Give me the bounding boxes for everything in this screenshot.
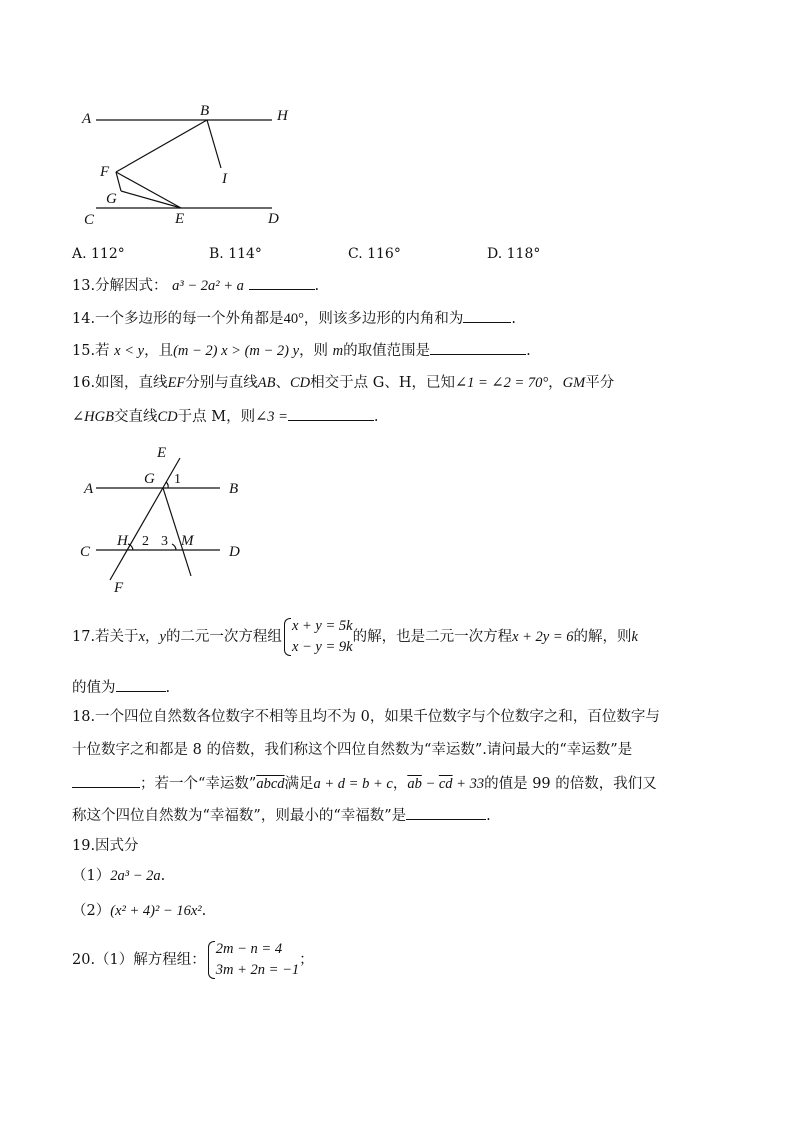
label-e: E — [175, 211, 185, 227]
q17-text-e: 的解，则 — [573, 629, 632, 645]
q16-text-2c: 于点 M，则 — [177, 409, 256, 425]
q13-suffix: . — [314, 278, 320, 294]
label-h: H — [117, 533, 128, 549]
q16-text-2b: 交直线 — [113, 409, 158, 425]
q17-equation-3: x + 2y = 6 — [512, 629, 574, 645]
label-f: F — [100, 164, 110, 180]
q18-text-line4: 称这个四位自然数为“幸福数”，则最小的“幸福数”是 — [72, 808, 407, 824]
label-i: I — [222, 171, 227, 187]
q17-text-a: 17.若关于 — [72, 629, 139, 645]
q13-expression: a³ − 2a² + a — [172, 278, 244, 294]
q18-text-3a: ；若一个“幸运数” — [140, 776, 257, 792]
label-f: F — [114, 580, 124, 596]
label-b: B — [200, 103, 210, 119]
q16-text-1a: 16.如图，直线 — [72, 375, 168, 391]
q17-text-line2: 的值为 — [72, 680, 116, 696]
q16-cd: CD — [290, 375, 311, 391]
q17-suffix: . — [165, 680, 171, 696]
q15-condition-1: x < y — [114, 343, 145, 359]
label-e: E — [157, 445, 167, 461]
figure-2-diagram — [0, 440, 794, 600]
q16-answer-blank[interactable] — [288, 405, 374, 421]
q20-equation-system — [206, 939, 299, 981]
label-b: B — [229, 481, 239, 497]
question-17-line-1 — [72, 616, 638, 658]
q18-minus: − — [421, 776, 439, 792]
q15-answer-blank[interactable] — [430, 339, 526, 355]
option-b: B. 114° — [209, 246, 262, 262]
question-18-line-1 — [72, 707, 660, 727]
q16-angle-3: ∠3 = — [255, 409, 288, 425]
q15-suffix: . — [526, 343, 531, 359]
label-angle-1: 1 — [174, 472, 181, 487]
question-15 — [72, 339, 531, 361]
q20-equation-2: 3m + 2n = −1 — [215, 962, 300, 978]
q18-abcd: abcd — [256, 776, 285, 792]
q16-ef: EF — [167, 375, 186, 391]
q13-answer-blank[interactable] — [249, 274, 315, 290]
question-13 — [72, 274, 319, 296]
label-d: D — [268, 211, 279, 227]
q14-suffix: . — [511, 311, 516, 327]
q17-text-d: 的解，也是二元一次方程 — [352, 629, 513, 645]
figure-1-diagram — [0, 95, 794, 335]
question-17-line-2 — [72, 676, 170, 698]
q17-answer-blank[interactable] — [116, 676, 166, 692]
q17-equation-2: x − y = 9k — [291, 639, 353, 655]
label-d: D — [229, 544, 240, 560]
q18-suffix: . — [486, 808, 491, 824]
segment-bi — [207, 120, 221, 168]
q20-suffix: ； — [299, 952, 314, 968]
segment-bf — [116, 120, 207, 172]
q15-variable: m — [332, 343, 344, 359]
q17-y: y — [159, 629, 166, 645]
q18-text-3d: 的值是 99 的倍数，我们又 — [484, 776, 657, 792]
label-h: H — [277, 108, 288, 124]
option-d: D. 118° — [487, 246, 541, 262]
q12-options — [72, 244, 540, 264]
q18-ab: $\overline{ab}$ — [407, 776, 422, 792]
q17-text-b: ， — [145, 629, 160, 645]
q16-suffix: . — [373, 409, 379, 425]
label-a: A — [82, 111, 92, 127]
q18-plus-33: + 33 — [452, 776, 485, 792]
label-g: G — [144, 471, 155, 487]
q18-text-3b: 满足 — [284, 776, 314, 792]
q18-text-line1: 18.一个四位自然数各位数字不相等且均不为 0，如果千位数字与个位数字之和，百位数字与 — [72, 709, 660, 725]
question-18-line-3 — [72, 772, 657, 794]
q19-part1-label: （1） — [72, 868, 111, 884]
q19-part2-label: （2） — [72, 903, 111, 919]
q17-k: k — [631, 629, 638, 645]
line-gm — [163, 488, 191, 576]
option-c: C. 116° — [348, 246, 401, 262]
question-20 — [72, 939, 314, 981]
label-a: A — [84, 481, 94, 497]
question-16-line-2 — [72, 405, 379, 427]
label-c: C — [80, 544, 91, 560]
q18-text-3c: ， — [392, 776, 408, 792]
question-18-line-4 — [72, 804, 491, 826]
label-g: G — [106, 191, 117, 207]
q15-condition-2: (m − 2) x > (m − 2) y — [173, 343, 300, 359]
question-19-part-2 — [72, 901, 206, 921]
q18-text-line2: 十位数字之和都是 8 的倍数，我们称这个四位自然数为“幸运数”.请问最大的“幸运数”是 — [72, 742, 633, 758]
q16-sep: 、 — [275, 375, 290, 391]
q16-comma: ， — [548, 375, 563, 391]
q16-text-1b: 分别与直线 — [185, 375, 258, 391]
q18-cd: $\overline{cd}$ — [438, 776, 453, 792]
q16-cd-2: CD — [157, 409, 178, 425]
q18-condition: a + d = b + c — [313, 776, 393, 792]
q16-gm: GM — [562, 375, 586, 391]
q19-title: 19.因式分 — [72, 838, 139, 854]
label-angle-3: 3 — [161, 534, 168, 549]
q18-answer-blank-2[interactable] — [406, 804, 486, 820]
q13-prefix: 13.分解因式： — [72, 278, 168, 294]
q14-text-a: 14.一个多边形的每一个外角都是 — [72, 311, 284, 327]
q16-text-1c: 相交于点 G、H，已知 — [310, 375, 455, 391]
q17-equation-1: x + y = 5k — [291, 618, 353, 634]
q14-angle: 40° — [283, 311, 304, 327]
angle-arc-3 — [172, 544, 176, 550]
segment-fe — [116, 172, 181, 208]
q17-text-c: 的二元一次方程组 — [165, 629, 282, 645]
question-19-part-1 — [72, 866, 165, 886]
option-a: A. 112° — [72, 246, 125, 262]
q17-equation-system — [282, 616, 353, 658]
q15-mid-2: ，则 — [299, 343, 329, 359]
q19-part2-end: . — [201, 903, 207, 919]
question-14 — [72, 307, 516, 329]
q18-answer-blank-1[interactable] — [72, 772, 140, 788]
q19-part2-expression: (x² + 4)² − 16x² — [110, 903, 202, 919]
q19-part1-expression: 2a³ − 2a — [110, 868, 161, 884]
label-angle-2: 2 — [142, 534, 149, 549]
q15-mid-1: ，且 — [144, 343, 174, 359]
q20-equation-1: 2m − n = 4 — [215, 941, 283, 957]
question-19-title — [72, 836, 139, 856]
q20-prefix: 20.（1）解方程组： — [72, 952, 206, 968]
q14-answer-blank[interactable] — [463, 307, 511, 323]
q16-angle-hgb: ∠HGB — [72, 409, 114, 425]
q16-ab: AB — [257, 375, 276, 391]
q19-part1-end: . — [160, 868, 166, 884]
q14-text-b: ，则该多边形的内角和为 — [303, 311, 464, 327]
q15-mid-3: 的取值范围是 — [343, 343, 431, 359]
q17-x: x — [138, 629, 145, 645]
question-18-line-2 — [72, 740, 632, 760]
segment-ge — [121, 191, 181, 208]
angle-arc-1 — [166, 482, 168, 488]
label-m: M — [181, 533, 194, 549]
q16-text-1d: 平分 — [585, 375, 615, 391]
q16-angles: ∠1 = ∠2 = 70° — [455, 375, 549, 391]
q15-prefix: 15.若 — [72, 343, 110, 359]
label-c: C — [84, 212, 95, 228]
question-16-line-1 — [72, 373, 614, 393]
